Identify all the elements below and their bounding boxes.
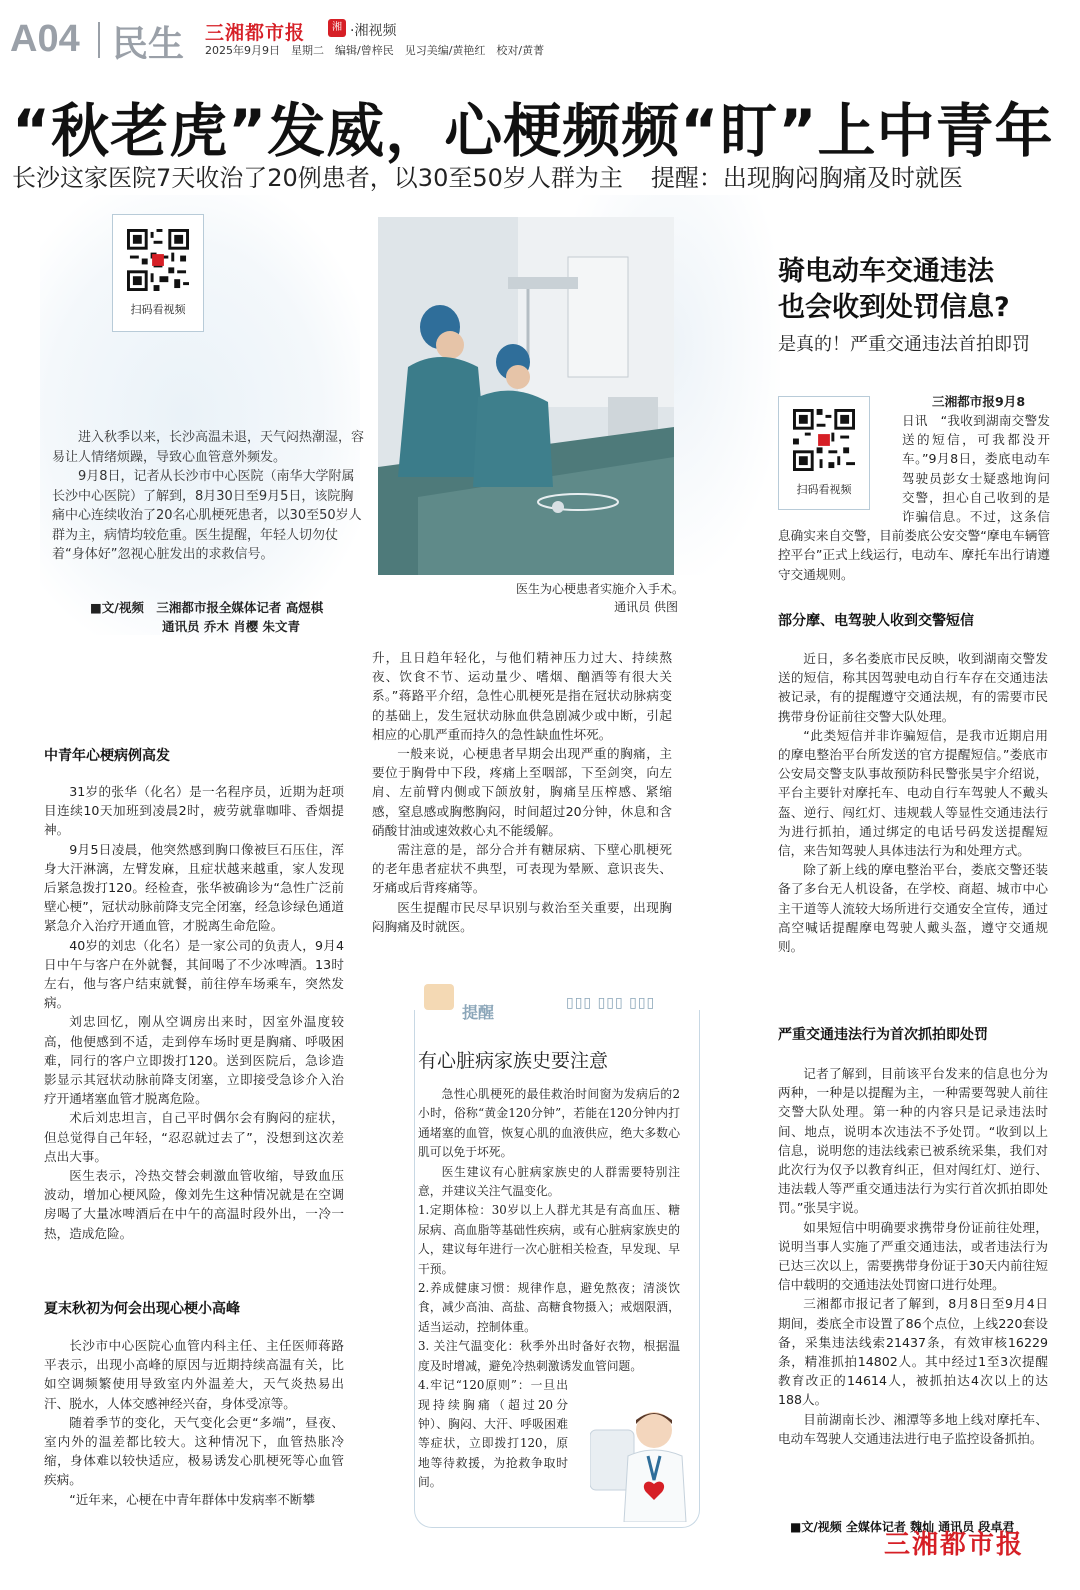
masthead-divider (98, 22, 100, 58)
paragraph: 随着季节的变化，天气变化会更“多端”，昼夜、室内外的温差都比较大。这种情况下，血管热胀冷缩，身体难以较快适应，极易诱发心肌梗死等心血管疾病。 (44, 1414, 344, 1488)
side-section-title: 严重交通违法行为首次抓拍即处罚 (778, 1027, 988, 1043)
tip-paragraph: 医生建议有心脏病家族史的人群需要特别注意，并建议关注气温变化。 (418, 1164, 680, 1199)
paragraph: 除了新上线的摩电整治平台，娄底交警还装备了多台无人机设备，在学校、商超、城市中心主干道等人流较大场所进行交通安全宣传，通过高空喊话提醒摩电驾驶人戴头盔，遵守交通规则。 (778, 862, 1048, 955)
tip-label: 提醒 (462, 1003, 495, 1022)
doctor-cartoon-icon (590, 1400, 690, 1522)
decorative-ticks: ▯▯▯ ▯▯▯ ▯▯▯ (566, 995, 656, 1011)
paragraph: 目前湖南长沙、湘潭等多地上线对摩托车、电动车驾驶人交通违法进行电子监控设备抓拍。 (778, 1411, 1048, 1446)
article-column-2 (372, 648, 672, 936)
paragraph: “此类短信并非诈骗短信，是我市近期启用的摩电整治平台所发送的官方提醒短信。”娄底市公安局交警支队事故预防科民警张昊宇介绍说，平台主要针对摩托车、电动自行车驾驶人不戴头盔、逆行、闯红灯、违规载人等显性交通违法行为进行抓拍，通过绑定的电话号码发送提醒短信，来告知驾驶人具体违法行为和处理方式。 (778, 727, 1048, 859)
tip-title: 有心脏病家族史要注意 (418, 1050, 609, 1072)
paragraph: 医生表示，冷热交替会刺激血管收缩，导致血压波动，增加心梗风险，像刘先生这种情况就是在空调房喝了大量冰啤酒后在中午的高温时段外出，一冷一热，造成危险。 (44, 1168, 344, 1241)
headline: “秋老虎”发威，心梗频频“盯”上中青年 (12, 97, 1054, 165)
surgery-photo (378, 217, 674, 575)
float-spacer (778, 411, 902, 511)
paragraph: “近年来，心梗在中青年群体中发病率不断攀 (69, 1491, 315, 1507)
intro-paragraph: 进入秋季以来，长沙高温未退，天气闷热潮湿，容易让人情绪烦躁，导致心血管意外频发。 (52, 430, 365, 465)
tip-item: 1.定期体检：30岁以上人群尤其是有高血压、糖尿病、高血脂等基础性疾病，或有心脏病家族史的人，建议每年进行一次心脏相关检查，早发现、早干预。 (418, 1203, 680, 1276)
brand-icon: 湘 (328, 19, 346, 37)
paragraph: 三湘都市报记者了解到，8月8日至9月4日期间，娄底全市设置了86个点位，上线220套设备，采集违法线索21437条，有效审核16229条，精准抓拍14802人。其中经过1至3次提醒教育改正的14614人，被抓拍达4次以上的达188人。 (778, 1296, 1048, 1408)
paragraph: 如果短信中明确要求携带身份证前往处理，说明当事人实施了严重交通违法，或者违法行为已达三次以上，需要携带身份证于30天内前往短信中载明的交通违法处罚窗口进行处理。 (778, 1219, 1048, 1293)
byline-line: ■文/视频 三湘都市报全媒体记者 高煜棋 (90, 600, 324, 615)
paragraph: 术后刘忠坦言，自己平时偶尔会有胸闷的症状，但总觉得自己年轻，“忍忍就过去了”，没想到这次差点出大事。 (44, 1110, 344, 1164)
intro (52, 428, 364, 565)
paragraph: 升，且日趋年轻化，与他们精神压力过大、持续熬夜、饮食不节、运动量少、嗜烟、酗酒等有很大关系。”蒋路平介绍，急性心肌梗死是指在冠状动脉病变的基础上，发生冠状动脉血供急剧减少或中断，引起相应的心肌严重而持久的急性缺血性坏死。 (372, 650, 672, 742)
side-headline-line: 也会收到处罚信息? (778, 292, 1010, 323)
side-lead (904, 392, 1050, 411)
side-byline: ■文/视频 全媒体记者 魏灿 通讯员 段卓君 (790, 1520, 1015, 1534)
side-headline (778, 254, 1010, 326)
side-lead-head: 三湘都市报9月8 (932, 394, 1026, 409)
section-name: 民生 (112, 24, 185, 65)
paragraph: 近日，多名娄底市民反映，收到湖南交警发送的短信，称其因驾驶电动自行车存在交通违法被记录，有的提醒遵守交通法规，有的需要市民携带身份证前往交警大队处理。 (778, 651, 1048, 724)
qr-code-icon (127, 229, 189, 291)
paragraph: 长沙市中心医院心血管内科主任、主任医师蒋路平表示，出现小高峰的原因与近期持续高温有关，比如空调频繁使用导致室内外温差大，天气炎热易出汗、脱水，人体交感神经兴奋，身体受凉等。 (44, 1338, 344, 1411)
paragraph: 刘忠回忆，刚从空调房出来时，因室外温度较高，他便感到不适，走到停车场时更是胸痛、呼吸困难，同行的客户立即拨打120。送到医院后，急诊造影显示其冠状动脉前降支闭塞，立即接受急诊介入治疗开通堵塞血管才脱离危险。 (44, 1014, 344, 1107)
qr-code-box[interactable] (112, 214, 204, 332)
paragraph: 需注意的是，部分合并有糖尿病、下壁心肌梗死的老年患者症状不典型，可表现为晕厥、意识丧失、牙痛或后背疼痛等。 (372, 842, 672, 896)
side-section-title: 部分摩、电驾驶人收到交警短信 (778, 613, 974, 629)
dateline: 2025年9月9日 星期二 编辑/曾梓民 见习美编/黄艳红 校对/黄菁 (205, 44, 545, 57)
side-column (778, 649, 1048, 956)
subhead-left: 长沙这家医院7天收治了20例患者，以30至50岁人群为主 (12, 164, 623, 192)
surgery-photo-illustration (378, 217, 674, 575)
brand-logo: 三湘都市报 (205, 22, 306, 44)
subhead-right: 提醒：出现胸闷胸痛及时就医 (650, 164, 963, 192)
photo-caption: 医生为心梗患者实施介入手术。 通讯员 供图 (515, 582, 703, 614)
paragraph: 9月5日凌晨，他突然感到胸口像被巨石压住，浑身大汗淋漓，左臂发麻，且症状越来越重，家人发现后紧急拨打120。经检查，张华被确诊为“急性广泛前壁心梗”，冠状动脉前降支完全闭塞，经急诊绿色通道紧急介入治疗开通血管，才脱离生命危险。 (44, 841, 344, 934)
byline (90, 598, 360, 636)
tip-item: 2.养成健康习惯：规律作息，避免熬夜；清淡饮食，减少高油、高盐、高糖食物摄入；戒烟限酒，适当运动，控制体重。 (418, 1281, 680, 1334)
paragraph: 31岁的张华（化名）是一名程序员，近期为赶项目连续10天加班到凌晨2时，疲劳就靠咖啡、香烟提神。 (44, 784, 344, 838)
brand-sub: ·湘视频 (350, 23, 397, 39)
side-lead-body: 日讯 “我收到湖南交警发送的短信，可我都没开车。”9月8日，娄底电动车驾驶员彭女士疑惑地询问交警，担心自己收到的是诈骗信息。不过，这条信息确实来自交警，目前娄底公安交警“摩电车辆管控平台”正式上线运行，电动车、摩托车出行请遵守交通规则。 (778, 413, 1050, 582)
tip-item: 3. 关注气温变化：秋季外出时备好衣物，根据温度及时增减，避免冷热刺激诱发血管问题。 (418, 1339, 680, 1373)
byline-line: 通讯员 乔木 肖樱 朱文青 (162, 619, 301, 634)
paragraph: 医生提醒市民尽早识别与救治至关重要，出现胸闷胸痛及时就医。 (372, 899, 672, 934)
page-number: A04 (10, 18, 80, 60)
article-column-1b (44, 1336, 344, 1509)
tip-paragraph: 急性心肌梗死的最佳救治时间窗为发病后的2小时，俗称“黄金120分钟”，若能在120分钟内打通堵塞的血管，恢复心肌的血液供应，绝大多数心肌可以免于坏死。 (418, 1087, 680, 1160)
section-title: 夏末秋初为何会出现心梗小高峰 (44, 1301, 240, 1317)
paragraph: 记者了解到，目前该平台发来的信息也分为两种，一种是以提醒为主，一种需要驾驶人前往交警大队处理。第一种的内容只是记录违法时间、地点，说明本次违法不予处罚。“收到以上信息，说明您的违法线索已被系统采集，我们对此次行为仅予以教育纠正，但对闯红灯、逆行、违法载人等严重交通违法行为实行首次抓拍即处罚。”张昊宇说。 (778, 1066, 1048, 1216)
paragraph: 一般来说，心梗患者早期会出现严重的胸痛，主要位于胸骨中下段，疼痛上至咽部，下至剑突，向左肩、左前臂内侧或下颌放射，胸痛呈压榨感、紧缩感，窒息感或胸憋胸闷，时间超过20分钟，休息和含硝酸甘油或速效救心丸不能缓解。 (372, 746, 672, 838)
tip-item: 4.牢记“120原则”：一旦出现持续胸痛（超过20分钟）、胸闷、大汗、呼吸困难等症状，立即拨打120，原地等待救援，为抢救争取时间。 (418, 1378, 568, 1490)
intro-paragraph: 9月8日，记者从长沙市中心医院（南华大学附属长沙中心医院）了解到，8月30日至9月5日，该院胸痛中心连续收治了20名心肌梗死患者，以30至50岁人群为主，病情均较危重。医生提醒，年轻人切勿仗着“身体好”忽视心脏发出的求救信号。 (52, 469, 362, 562)
article-column-1 (44, 782, 344, 1243)
side-lead-body-wrap (778, 411, 1050, 584)
side-column-b (778, 1064, 1048, 1448)
side-headline-line: 骑电动车交通违法 (778, 256, 994, 287)
side-subtitle: 是真的！严重交通违法首拍即罚 (778, 334, 1030, 355)
paragraph: 40岁的刘忠（化名）是一家公司的负责人，9月4日中午与客户在外就餐，其间喝了不少冰啤酒。13时左右，他与客户结束就餐，前往停车场乘车，突然发病。 (44, 937, 344, 1011)
qr-label: 扫码看视频 (130, 303, 186, 316)
subheadline (12, 158, 1072, 193)
footer-logo: 三湘都市报 (884, 1530, 1025, 1560)
tip-icon (424, 984, 454, 1010)
section-title: 中青年心梗病例高发 (44, 748, 170, 764)
qr-label: 扫码看视频 (796, 483, 852, 496)
